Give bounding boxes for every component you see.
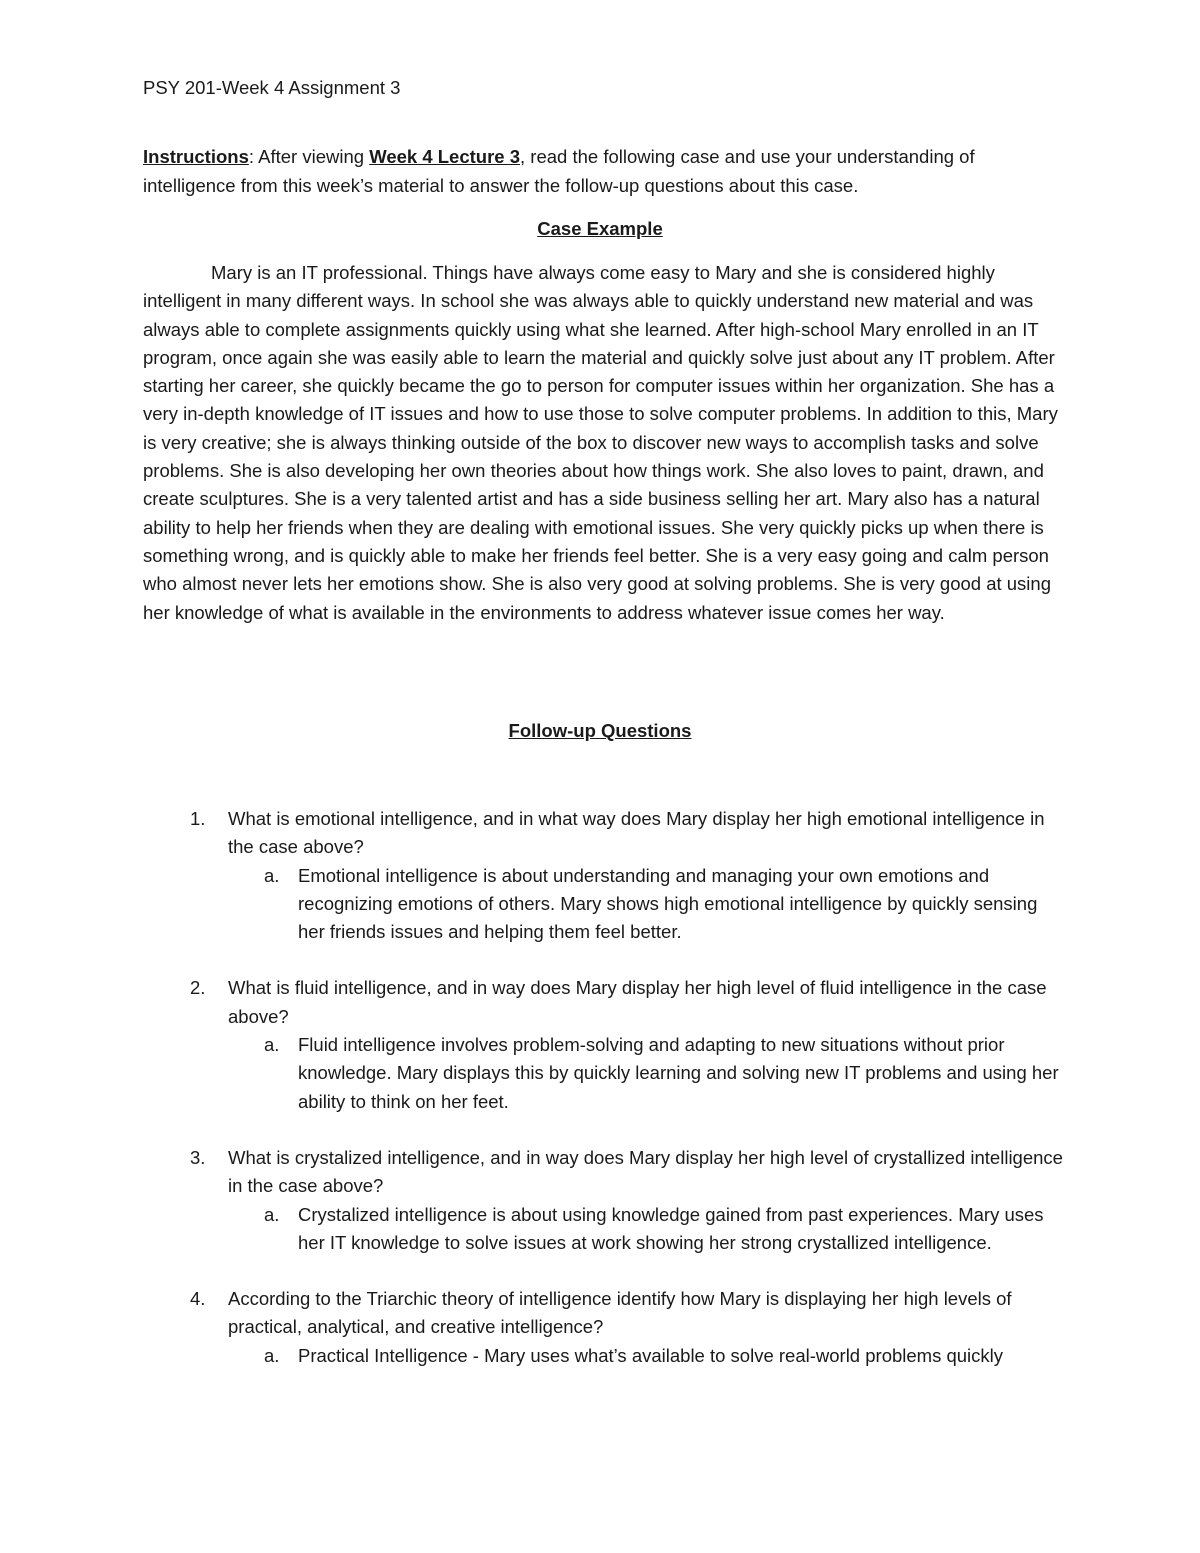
answer-item: [228, 862, 1063, 947]
case-example-heading: Case Example: [537, 218, 663, 239]
question-item-4: [143, 1285, 1063, 1370]
question-text: What is emotional intelligence, and in what way does Mary display her high emotional intelligence in the case above?: [228, 808, 1045, 858]
question-number: 2.: [190, 977, 206, 999]
answer-text: Fluid intelligence involves problem-solving and adapting to new situations without prior knowledge. Mary displays this by quickly learning and solving new IT problems and using her ability to think on her feet.: [298, 1034, 1059, 1112]
answer-list: [228, 1342, 1063, 1370]
question-number: 1.: [190, 808, 206, 829]
answer-text: Crystalized intelligence is about using knowledge gained from past experiences. Mary uses her IT knowledge to solve issues at work showing her strong crystallized intelligence.: [298, 1203, 1044, 1253]
answer-text: Emotional intelligence is about understanding and managing your own emotions and recognizing emotions of others. Mary shows high emotional intelligence by quickly sensing her friends issues and helping them feel better.: [298, 864, 1038, 943]
answer-letter: a.: [264, 1034, 280, 1056]
answer-letter: a.: [264, 864, 280, 886]
lecture-reference: Week 4 Lecture 3: [369, 146, 521, 167]
question-text: What is fluid intelligence, and in way does Mary display her high level of fluid intelligence in the case above?: [228, 977, 1047, 1027]
question-text: What is crystalized intelligence, and in way does Mary display her high level of crystallized intelligence in the case above?: [228, 1146, 1063, 1197]
document-header: PSY 201-Week 4 Assignment 3: [143, 77, 401, 98]
answer-item: [228, 1342, 1063, 1370]
question-item-1: [143, 805, 1063, 946]
instructions-text-before: After viewing: [254, 146, 370, 167]
answer-letter: a.: [264, 1344, 280, 1366]
question-item-3: [143, 1144, 1063, 1257]
answer-item: [228, 1201, 1063, 1258]
question-text: According to the Triarchic theory of intelligence identify how Mary is displaying her high levels of practical, analytical, and creative intelligence?: [228, 1288, 1012, 1338]
answer-letter: a.: [264, 1203, 280, 1225]
answer-list: [228, 1031, 1063, 1116]
question-number: 4.: [190, 1288, 206, 1310]
question-list: [143, 805, 1063, 1398]
question-item-2: [143, 974, 1063, 1115]
instructions-colon: :: [248, 146, 255, 167]
question-number: 3.: [190, 1146, 206, 1168]
instructions-text-after: , read the following case and use your understanding of intelligence from this week’s material to answer the follow-up questions about this case.: [143, 146, 975, 196]
answer-text: Practical Intelligence - Mary uses what’s available to solve real-world problems quickly: [298, 1344, 1004, 1366]
answer-list: [228, 1201, 1063, 1258]
instructions-label: Instructions: [143, 146, 249, 167]
answer-list: [228, 862, 1063, 947]
instructions-paragraph: [143, 143, 1063, 200]
follow-up-heading: Follow-up Questions: [508, 720, 692, 741]
case-body-paragraph: Mary is an IT professional. Things have always come easy to Mary and she is considered highly intelligent in many different ways. In school she was always able to quickly understand new material and was always able to complete assignments quickly using what she learned. After high-school Mary enrolled in an IT program, once again she was easily able to learn the material and quickly solve just about any IT problem. After starting her career, she quickly became the go to person for computer issues within her organization. She has a very in-depth knowledge of IT issues and how to use those to solve computer problems. In addition to this, Mary is very creative; she is always thinking outside of the box to discover new ways to accomplish tasks and solve problems. She is also developing her own theories about how things work. She also loves to paint, drawn, and create sculptures. She is a very talented artist and has a side business selling her art. Mary also has a natural ability to help her friends when they are dealing with emotional issues. She very quickly picks up when there is something wrong, and is quickly able to make her friends feel better. She is a very easy going and calm person who almost never lets her emotions show. She is also very good at solving problems. She is very good at using her knowledge of what is available in the environments to address whatever issue comes her way.: [143, 262, 1058, 623]
answer-item: [228, 1031, 1063, 1116]
